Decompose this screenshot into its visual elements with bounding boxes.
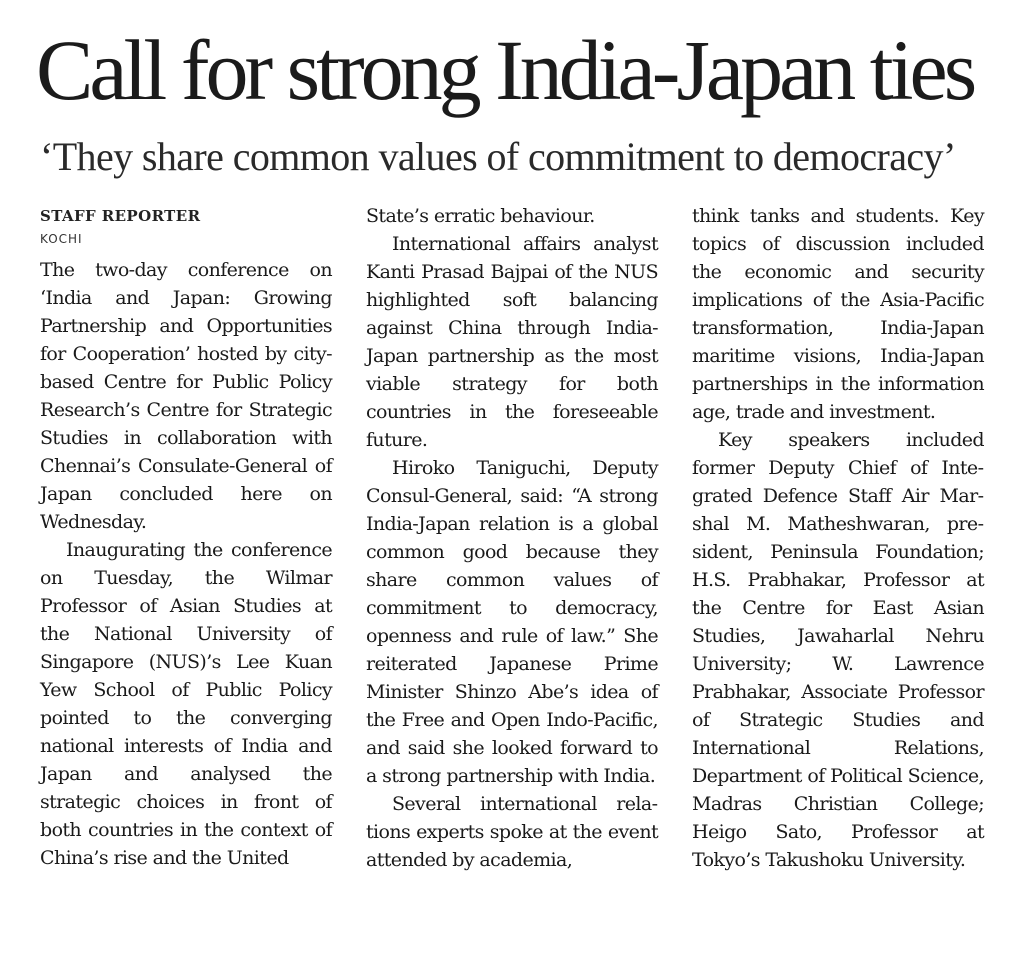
article-column-2 [366,202,658,874]
article-column-1 [40,202,332,872]
paragraph-5-end: think tanks and students. Key topics of discussion included the economic and security implications of the Asia-Pacific transformation, India-Japan maritime visions, India-Japan partnerships in the information age, trade and investment. [692,205,984,423]
paragraph-4: Hiroko Taniguchi, Deputy Consul-General, said: “A strong India-Japan relation is a global common good because they share common values of commitment to democracy, openness and rule of law.” She reiterated Japanese Prime Minister Shinzo Abe’s idea of the Free and Open Indo-Pacific, and said she looked forward to a strong partnership with India. [366,457,658,787]
paragraph-6: Key speakers included former Deputy Chief of Integrated Defence Staff Air Marshal M. Matheshwaran, president, Peninsula Foundation; H.S. Prabhakar, Professor at the Centre for East Asian Studies, Jawaharlal Nehru University; W. Lawrence Prabhakar, Associate Professor of Strategic Studies and International Relations, Department of Political Science, Madras Christian College; Heigo Sato, Professor at Tokyo’s Takushoku University. [692,429,984,871]
paragraph-2-start: Inaugurating the conference on Tuesday, the Wilmar Professor of Asian Studies at the National University of Singapore (NUS)’s Lee Kuan Yew School of Public Policy pointed to the converging national interests of India and Japan and analysed the strategic choices in front of both countries in the context of China’s rise and the United [40,539,332,869]
article-byline: STAFF REPORTER [40,207,201,225]
paragraph-2-end: State’s erratic behaviour. [366,205,595,227]
paragraph-1: The two-day conference on ‘India and Japan: Growing Partnership and Opportunities for Cooperation’ hosted by city-based Centre for Public Policy Research’s Centre for Strategic Studies in collaboration with Chennai’s Consulate-General of Japan concluded here on Wednesday. [40,259,332,533]
article-dateline: KOCHI [40,232,83,246]
article-subhead: ‘They share common values of commitment to democracy’ [40,134,956,179]
article-headline: Call for strong India-Japan ties [36,22,974,118]
paragraph-5-start: Several international relations experts spoke at the event attended by academia, [366,793,658,871]
paragraph-3: International affairs analyst Kanti Prasad Bajpai of the NUS highlighted soft balancing against China through India-Japan partnership as the most viable strategy for both countries in the foreseeable future. [366,233,658,451]
article-column-3 [692,202,984,874]
